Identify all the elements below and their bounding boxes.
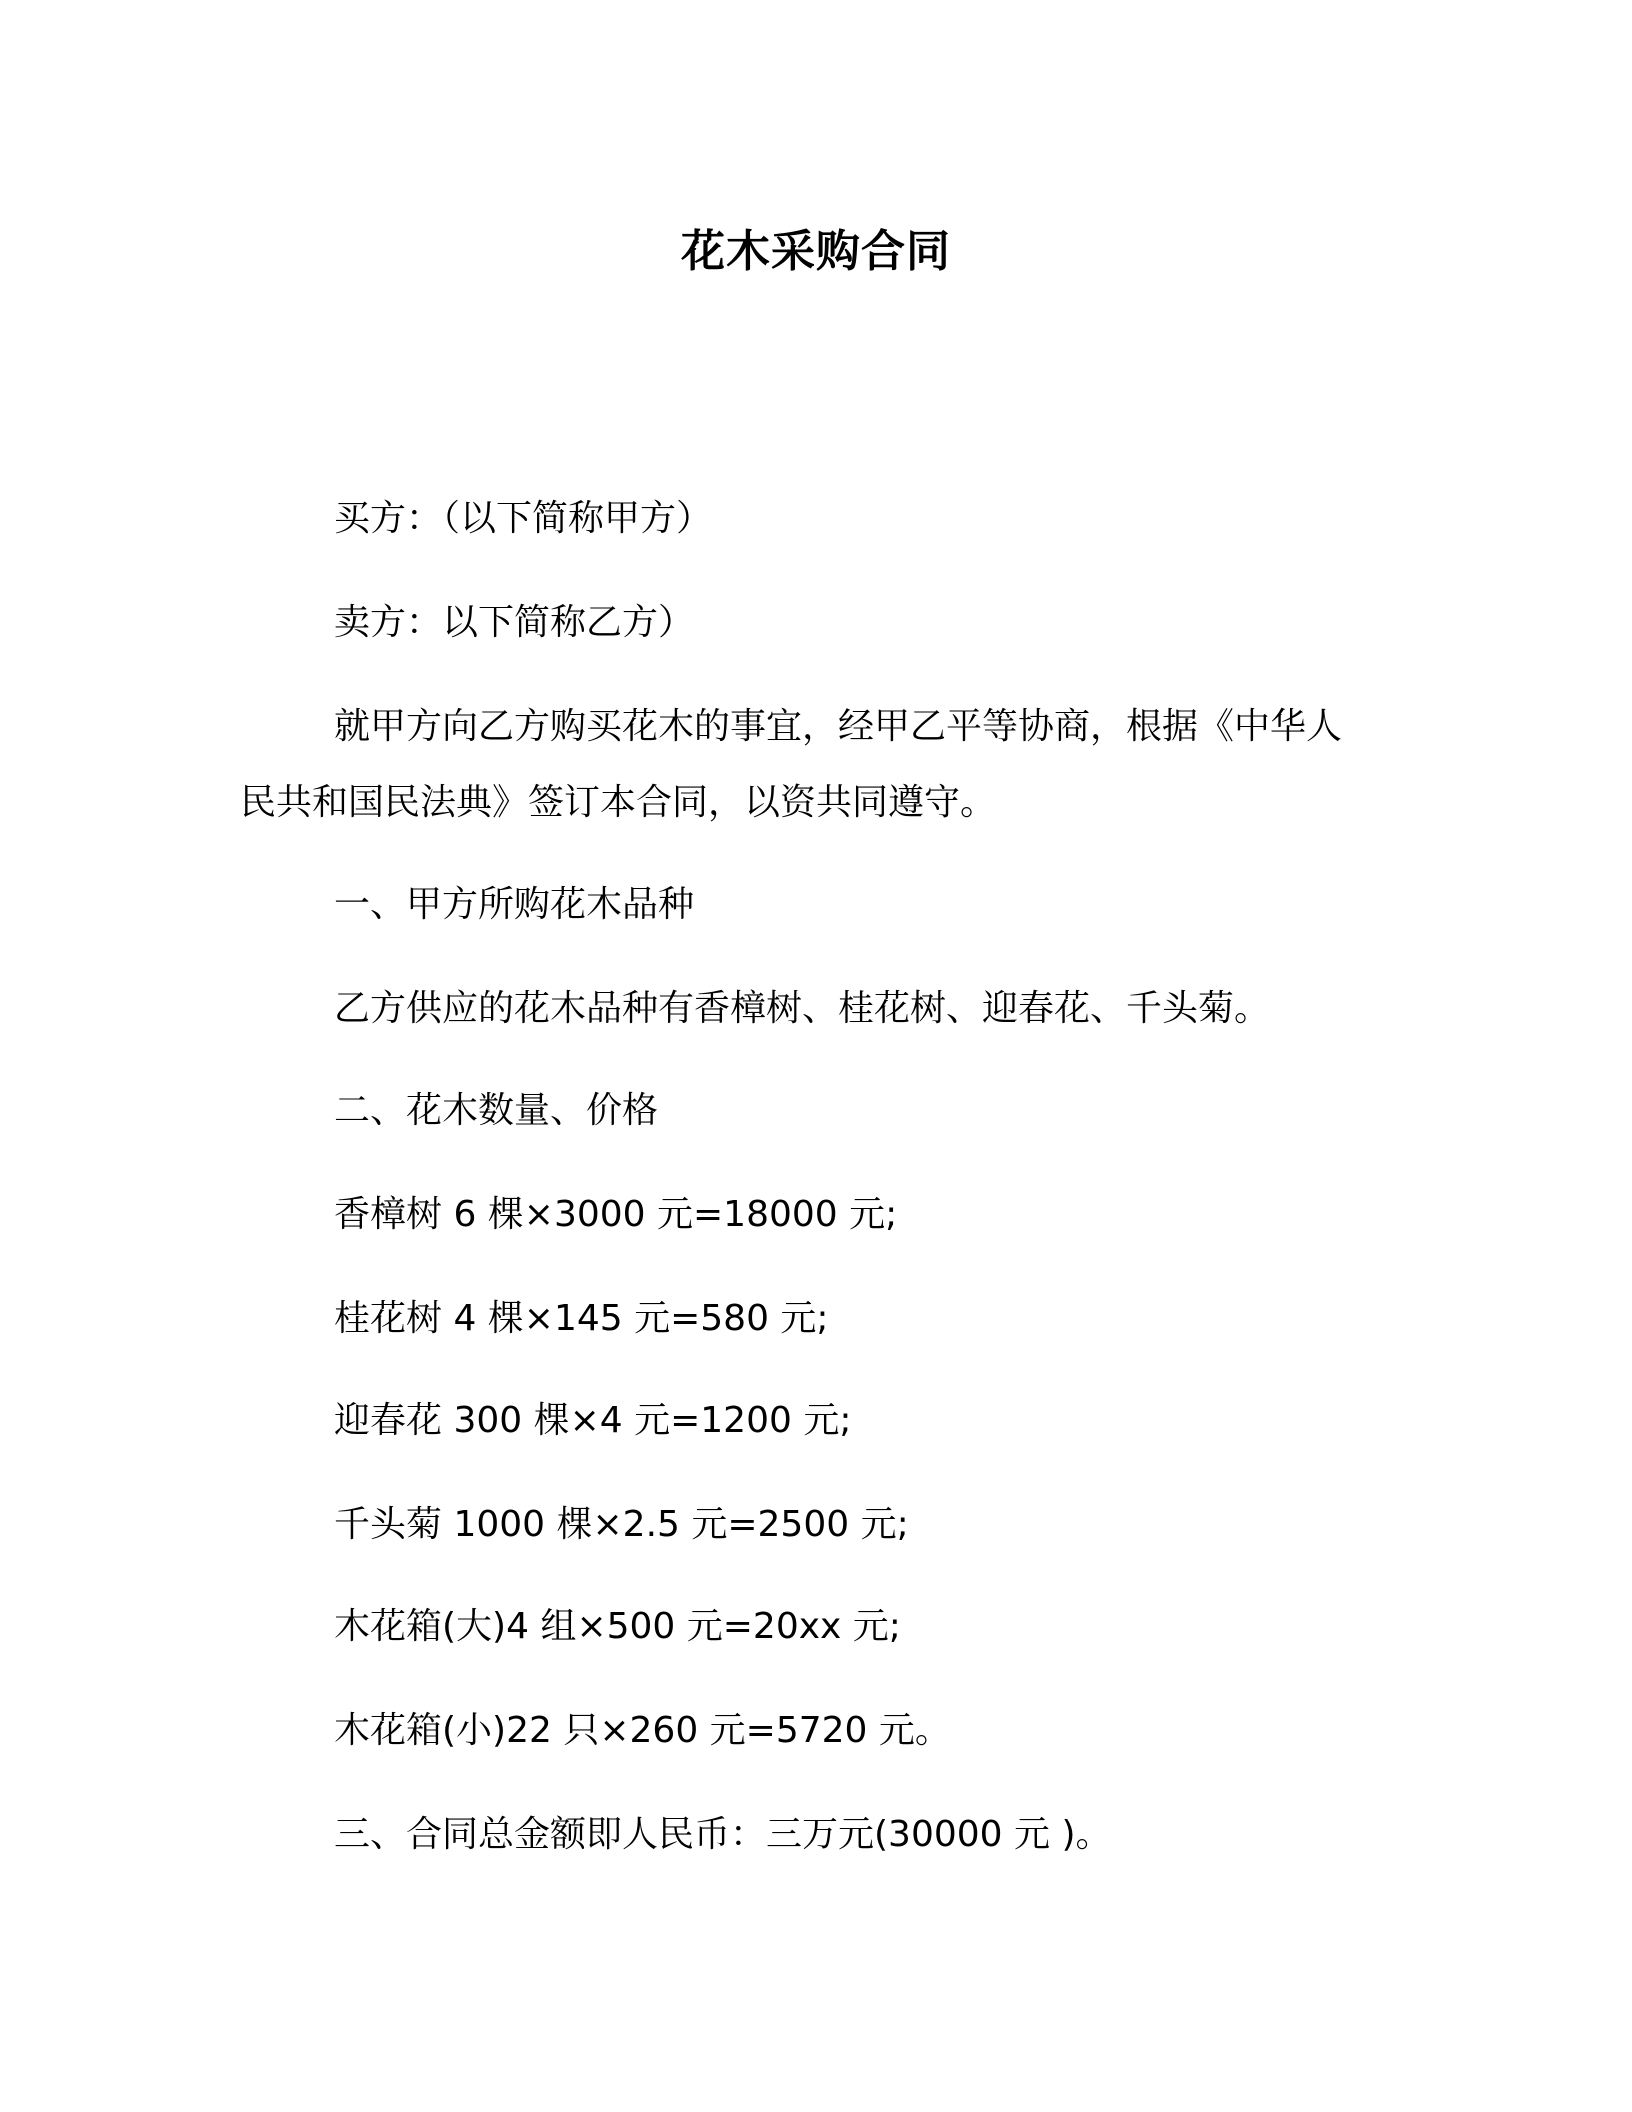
section-1-body: 乙方供应的花木品种有香樟树、桂花树、迎春花、千头菊。 <box>334 988 1271 1029</box>
price-item: 桂花树 4 棵×145 元=580 元; <box>334 1298 829 1339</box>
section-2-heading: 二、花木数量、价格 <box>334 1090 659 1131</box>
preamble-line-1: 就甲方向乙方购买花木的事宜，经甲乙平等协商，根据《中华人 <box>334 706 1343 747</box>
price-item: 木花箱(大)4 组×500 元=20xx 元; <box>334 1606 901 1647</box>
buyer-line: 买方：（以下简称甲方） <box>334 498 713 539</box>
price-item: 千头菊 1000 棵×2.5 元=2500 元; <box>334 1504 909 1545</box>
price-item: 香樟树 6 棵×3000 元=18000 元; <box>334 1194 898 1235</box>
section-3-total: 三、合同总金额即人民币：三万元(30000 元 )。 <box>334 1814 1112 1855</box>
document-title: 花木采购合同 <box>681 226 951 277</box>
section-1-heading: 一、甲方所购花木品种 <box>334 884 695 925</box>
price-item: 木花箱(小)22 只×260 元=5720 元。 <box>334 1710 951 1751</box>
seller-line: 卖方：以下简称乙方） <box>334 602 695 643</box>
price-item: 迎春花 300 棵×4 元=1200 元; <box>334 1400 852 1441</box>
preamble-line-2: 民共和国民法典》签订本合同，以资共同遵守。 <box>240 782 997 823</box>
